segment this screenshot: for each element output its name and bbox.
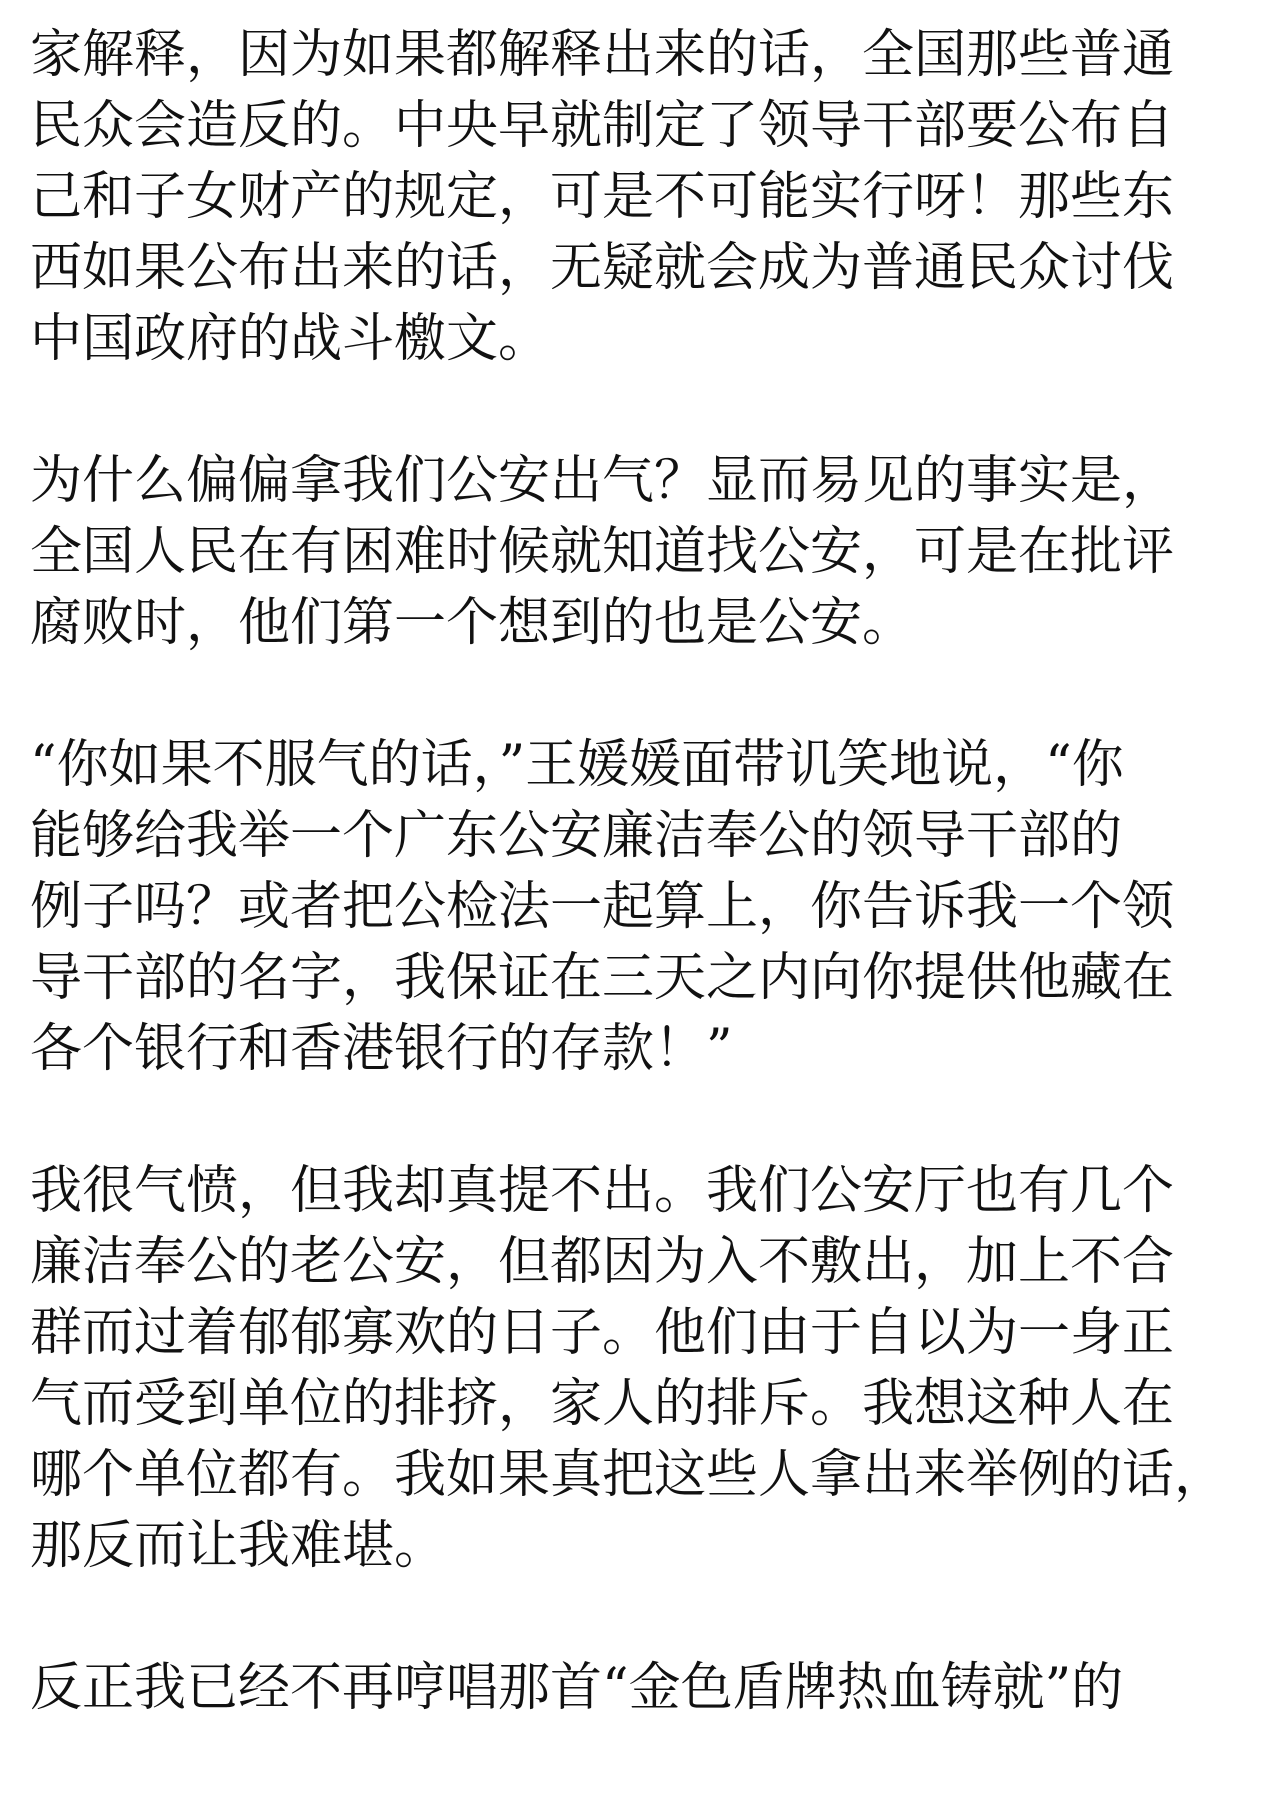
- text-line: 能够给我举一个广东公安廉洁奉公的领导干部的: [30, 806, 1123, 866]
- text-line: 导干部的名字，我保证在三天之内向你提供他藏在: [30, 948, 1175, 1008]
- text-line: 那反而让我难堪。: [30, 1516, 447, 1576]
- text-line: 全国人民在有困难时候就知道找公安，可是在批评: [30, 522, 1175, 582]
- text-line: 为什么偏偏拿我们公安出气？显而易见的事实是，: [30, 451, 1175, 511]
- text-line: 廉洁奉公的老公安，但都因为入不敷出，加上不合: [30, 1232, 1175, 1292]
- paragraph: [30, 20, 1260, 375]
- paragraph: [30, 446, 1260, 659]
- text-line: 例子吗？或者把公检法一起算上，你告诉我一个领: [30, 877, 1175, 937]
- text-line: 西如果公布出来的话，无疑就会成为普通民众讨伐: [30, 238, 1175, 298]
- text-line: 中国政府的战斗檄文。: [30, 309, 551, 369]
- text-line: 气而受到单位的排挤，家人的排斥。我想这种人在: [30, 1374, 1175, 1434]
- text-line: “你如果不服气的话，”王媛媛面带讥笑地说，“你: [30, 735, 1124, 795]
- text-line: 群而过着郁郁寡欢的日子。他们由于自以为一身正: [30, 1303, 1175, 1363]
- paragraph: [30, 730, 1260, 1085]
- text-line: 我很气愤，但我却真提不出。我们公安厅也有几个: [30, 1161, 1175, 1221]
- text-line: 腐败时，他们第一个想到的也是公安。: [30, 593, 915, 653]
- text-line: 反正我已经不再哼唱那首“金色盾牌热血铸就”的: [30, 1658, 1124, 1718]
- text-line: 己和子女财产的规定，可是不可能实行呀！那些东: [30, 167, 1175, 227]
- text-line: 哪个单位都有。我如果真把这些人拿出来举例的话，: [30, 1445, 1227, 1505]
- paragraph: [30, 1653, 1260, 1724]
- article-body: [30, 20, 1260, 1795]
- text-line: 家解释，因为如果都解释出来的话，全国那些普通: [30, 25, 1175, 85]
- text-line: 民众会造反的。中央早就制定了领导干部要公布自: [30, 96, 1175, 156]
- paragraph: [30, 1156, 1260, 1582]
- text-line: 各个银行和香港银行的存款！”: [30, 1019, 733, 1079]
